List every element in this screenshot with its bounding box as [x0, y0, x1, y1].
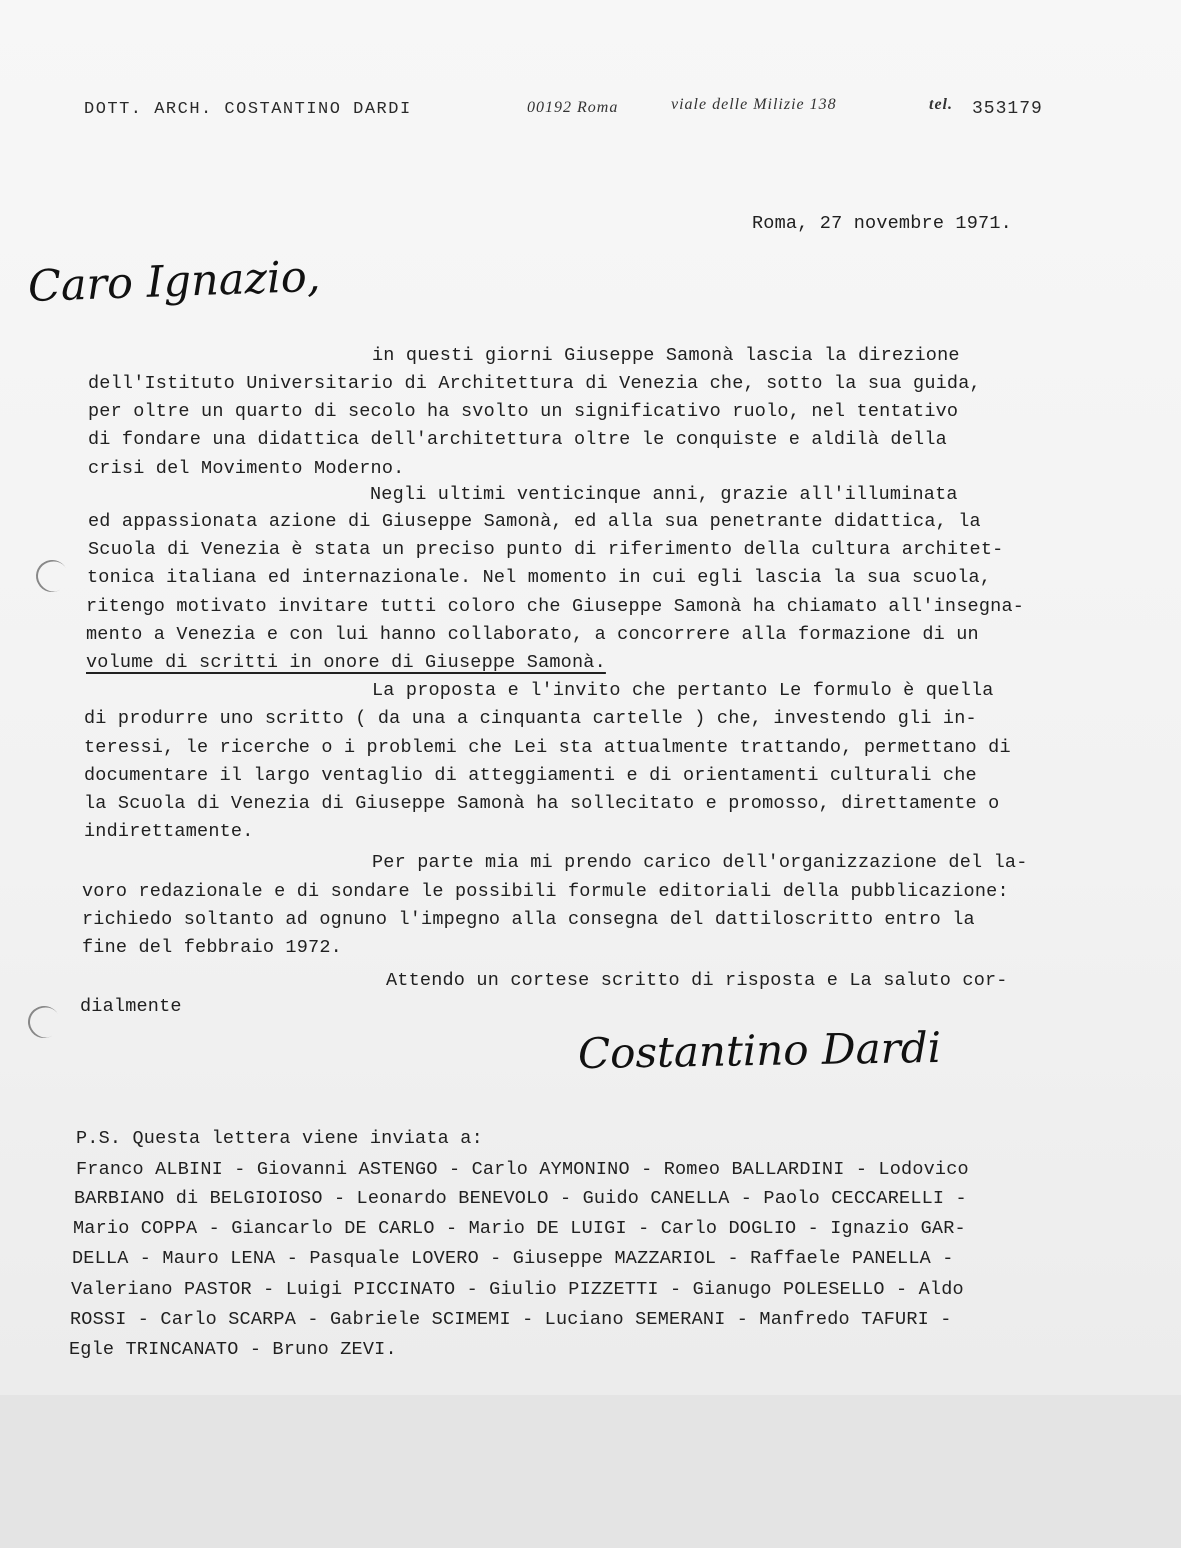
- postscript-line: Mario COPPA - Giancarlo DE CARLO - Mario DE LUIGI - Carlo DOGLIO - Ignazio GAR-: [73, 1218, 966, 1239]
- letterhead-tel-label: tel.: [929, 96, 953, 113]
- body-line: Negli ultimi venticinque anni, grazie all'illuminata: [370, 484, 958, 505]
- postscript-line: DELLA - Mauro LENA - Pasquale LOVERO - Giuseppe MAZZARIOL - Raffaele PANELLA -: [72, 1248, 954, 1269]
- postscript-line: Valeriano PASTOR - Luigi PICCINATO - Giulio PIZZETTI - Gianugo POLESELLO - Aldo: [71, 1279, 964, 1300]
- body-line: tonica italiana ed internazionale. Nel momento in cui egli lascia la sua scuola,: [87, 567, 992, 588]
- letterhead-street: viale delle Milizie 138: [671, 96, 837, 113]
- body-line: crisi del Movimento Moderno.: [88, 458, 405, 479]
- punch-hole-mark: [22, 1000, 66, 1044]
- punch-hole-mark: [30, 554, 74, 598]
- body-line: in questi giorni Giuseppe Samonà lascia la direzione: [372, 345, 960, 366]
- body-line: ritengo motivato invitare tutti coloro che Giuseppe Samonà ha chiamato all'insegna-: [86, 596, 1025, 617]
- body-line: fine del febbraio 1972.: [82, 937, 342, 958]
- salutation: Caro Ignazio,: [27, 251, 322, 312]
- body-line: Attendo un cortese scritto di risposta e La saluto cor-: [386, 970, 1008, 991]
- postscript-line: BARBIANO di BELGIOIOSO - Leonardo BENEVOLO - Guido CANELLA - Paolo CECCARELLI -: [74, 1188, 967, 1209]
- body-line: ed appassionata azione di Giuseppe Samonà, ed alla sua penetrante didattica, la: [88, 511, 981, 532]
- letterhead-name: DOTT. ARCH. COSTANTINO DARDI: [84, 100, 412, 119]
- body-line: dell'Istituto Universitario di Architettura di Venezia che, sotto la sua guida,: [88, 373, 981, 394]
- body-line: mento a Venezia e con lui hanno collaborato, a concorrere alla formazione di un: [86, 624, 979, 645]
- body-line: teressi, le ricerche o i problemi che Lei sta attualmente trattando, permettano di: [84, 737, 1011, 758]
- body-line: richiedo soltanto ad ognuno l'impegno alla consegna del dattiloscritto entro la: [82, 909, 975, 930]
- body-line-underlined: volume di scritti in onore di Giuseppe Samonà.: [86, 652, 606, 673]
- body-line: dialmente: [80, 996, 182, 1017]
- postscript-line: Egle TRINCANATO - Bruno ZEVI.: [69, 1339, 397, 1360]
- postscript-line: ROSSI - Carlo SCARPA - Gabriele SCIMEMI - Luciano SEMERANI - Manfredo TAFURI -: [70, 1309, 952, 1330]
- letterhead-tel-number: 353179: [972, 99, 1043, 119]
- body-line: Scuola di Venezia è stata un preciso punto di riferimento della cultura architet-: [88, 539, 1004, 560]
- body-line: di fondare una didattica dell'architettura oltre le conquiste e aldilà della: [88, 429, 947, 450]
- body-line: La proposta e l'invito che pertanto Le formulo è quella: [372, 680, 994, 701]
- body-line: documentare il largo ventaglio di atteggiamenti e di orientamenti culturali che: [84, 765, 977, 786]
- body-line: la Scuola di Venezia di Giuseppe Samonà ha sollecitato e promosso, direttamente o: [84, 793, 1000, 814]
- letterhead-postal-city: 00192 Roma: [527, 99, 619, 116]
- body-line: di produrre uno scritto ( da una a cinquanta cartelle ) che, investendo gli in-: [84, 708, 977, 729]
- background-surface: [0, 1395, 1181, 1548]
- date-line: Roma, 27 novembre 1971.: [752, 213, 1012, 234]
- body-line: Per parte mia mi prendo carico dell'organizzazione del la-: [372, 852, 1028, 873]
- postscript-line: Franco ALBINI - Giovanni ASTENGO - Carlo AYMONINO - Romeo BALLARDINI - Lodovico: [76, 1159, 969, 1180]
- body-line: per oltre un quarto di secolo ha svolto un significativo ruolo, nel tentativo: [88, 401, 959, 422]
- body-line: voro redazionale e di sondare le possibili formule editoriali della pubblicazione:: [82, 881, 1009, 902]
- body-line: indirettamente.: [84, 821, 254, 842]
- postscript-line: P.S. Questa lettera viene inviata a:: [76, 1128, 483, 1149]
- signature: Costantino Dardi: [577, 1022, 942, 1079]
